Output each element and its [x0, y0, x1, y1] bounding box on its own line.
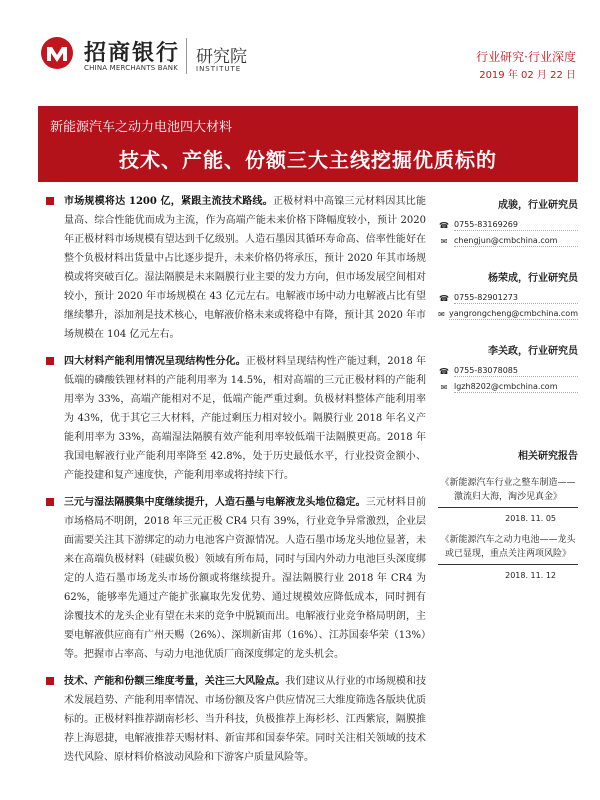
analyst-phone	[438, 217, 578, 233]
analyst-card	[438, 269, 578, 322]
summary-point-text: 正极材料中高镍三元材料因其比能量高、综合性能优而成为主流，作为高端产能未来价格下降幅度较小，预计 2020 年正极材料市场规模有望达到千亿级别。人造石墨因其循环寿命高、倍率性能好在整个负极材料出货量中占比逐步提升，未来价格仍将承压，预计 2020 年其市场规模或将突破百亿。湿法隔膜是未来隔膜行业主要的发力方向，但市场发展空间相对较小，预计 2020 年市场规模在 43 亿元左右。电解液市场中动力电解液占比有望继续攀升，添加剂是技术核心，电解液价格未来或将稳中有降，预计其 2020 年市场规模在 104 亿元左右。	[64, 196, 427, 340]
email-icon: ✉	[438, 309, 445, 319]
analyst-card	[438, 196, 578, 249]
bullet-square-icon	[46, 197, 54, 205]
summary-point	[44, 192, 426, 344]
summary-point-lead: 市场规模将达 1200 亿，紧跟主流技术路线。	[64, 196, 273, 207]
phone-number: 0755-83078085	[454, 366, 578, 377]
summary-point-lead: 技术、产能和份额三维度考量，关注三大风险点。	[64, 676, 286, 687]
summary-point	[44, 493, 426, 664]
institute-name-en: INSTITUTE	[196, 65, 242, 73]
analyst-email	[438, 379, 578, 395]
institute-name-cn: 研究院	[196, 47, 247, 67]
brand-name-cn: 招商银行	[84, 41, 181, 66]
email-address[interactable]: lgzh8202@cmbchina.com	[454, 382, 578, 393]
report-type: 行业研究·行业深度	[476, 50, 576, 64]
bullet-square-icon	[46, 357, 54, 365]
summary-point-text: 我们建议从行业的市场规模和技术发展趋势、产能利用率情况、市场份额及客户供应情况三大维度筛选各版块优质标的。正极材料推荐湖南杉杉、当升科技，负极推荐上海杉杉、江西紫宸，隔膜推荐上海恩捷，电解液推荐天赐材料、新宙邦和国泰华荣。同时关注相关领域的技术迭代风险、原材料价格波动风险和下游客户质量风险等。	[64, 676, 427, 763]
analyst-card	[438, 342, 578, 395]
phone-icon: ☎	[439, 220, 449, 230]
summary-point-text: 三元材料目前市场格局不明朗，2018 年三元正极 CR4 只有 39%，行业竞争异常激烈，企业层面需要关注其下游绑定的动力电池客户资源情况。人造石墨市场龙头地位显著，未来在高端负极材料（硅碳负极）领域有所布局，同时与国内外动力电池巨头深度绑定的人造石墨市场龙头市场份额或将继续提升。湿法隔膜行业 2018 年 CR4 为 62%，能够率先通过产能扩张赢取先发优势、通过规模效应降低成本，同时拥有涂覆技术的龙头企业有望在未来的竞争中脱颖而出。电解液行业竞争格局明朗，主要电解液供应商有广州天赐（26%）、深圳新宙邦（16%）、江苏国泰华荣（13%）等。把握市占率高、与动力电池优质厂商深度绑定的龙头机会。	[64, 497, 427, 660]
related-report[interactable]	[438, 533, 578, 565]
analyst-email	[438, 233, 578, 249]
bullet-square-icon	[46, 677, 54, 685]
title-banner	[38, 106, 578, 182]
related-report-date: 2018. 11. 05	[505, 514, 556, 523]
email-address[interactable]: chengjun@cmbchina.com	[454, 236, 578, 247]
summary-section	[44, 192, 426, 775]
related-reports-heading: 相关研究报告	[518, 451, 578, 462]
summary-point	[44, 672, 426, 767]
sidebar	[438, 192, 578, 580]
summary-point-lead: 四大材料产能利用情况呈现结构性分化。	[64, 356, 246, 367]
phone-number: 0755-82901273	[454, 293, 578, 304]
summary-point-text: 正极材料呈现结构性产能过剩，2018 年低端的磷酸铁锂材料的产能利用率为 14.5%，相对高端的三元正极材料的产能利用率为 33%，高端产能相对不足，低端产能严重过剩。负极材料整体产能利用率为 43%，优于其它三大材料，产能过剩压力相对较小。隔膜行业 2018 年名义产能利用率为 33%，高端湿法隔膜有效产能利用率较低端干法隔膜更高。2018 年我国电解液行业产能利用率降至 42.8%，处于历史最低水平，行业投资金额小、产能投建和复产速度快，产能利用率或将持续下行。	[64, 356, 426, 481]
phone-icon: ☎	[439, 366, 449, 376]
analyst-name: 李关政，行业研究员	[488, 346, 578, 357]
related-report-title[interactable]: 《新能源汽车行业之整车制造——激流归大海，淘沙见真金》	[440, 478, 576, 502]
phone-icon: ☎	[439, 293, 449, 303]
analyst-name: 成骏，行业研究员	[498, 200, 578, 211]
email-icon: ✉	[440, 382, 448, 392]
summary-point	[44, 352, 426, 485]
email-address[interactable]: yangrongcheng@cmbchina.com	[448, 308, 578, 318]
related-report-title[interactable]: 《新能源汽车之动力电池——龙头或已显现，重点关注两项风险》	[440, 535, 576, 559]
report-subtitle: 新能源汽车之动力电池四大材料	[50, 120, 233, 135]
brand-name-en: CHINA MERCHANTS BANK	[84, 64, 178, 72]
report-date: 2019 年 02 月 22 日	[479, 70, 576, 81]
analyst-phone	[438, 363, 578, 379]
related-report-date: 2018. 11. 12	[505, 571, 556, 580]
email-icon: ✉	[440, 236, 448, 246]
analyst-email	[438, 306, 578, 322]
report-title: 技术、产能、份额三大主线挖掘优质标的	[119, 148, 497, 172]
cmb-logo-icon	[40, 36, 74, 70]
summary-point-lead: 三元与湿法隔膜集中度继续提升，人造石墨与电解液龙头地位稳定。	[64, 497, 366, 508]
bullet-square-icon	[46, 498, 54, 506]
related-report[interactable]	[438, 476, 578, 508]
phone-number: 0755-83169269	[454, 220, 578, 231]
analyst-phone	[438, 290, 578, 306]
analyst-name: 杨荣成，行业研究员	[488, 273, 578, 284]
report-header	[0, 0, 600, 100]
logo-divider	[186, 38, 187, 74]
